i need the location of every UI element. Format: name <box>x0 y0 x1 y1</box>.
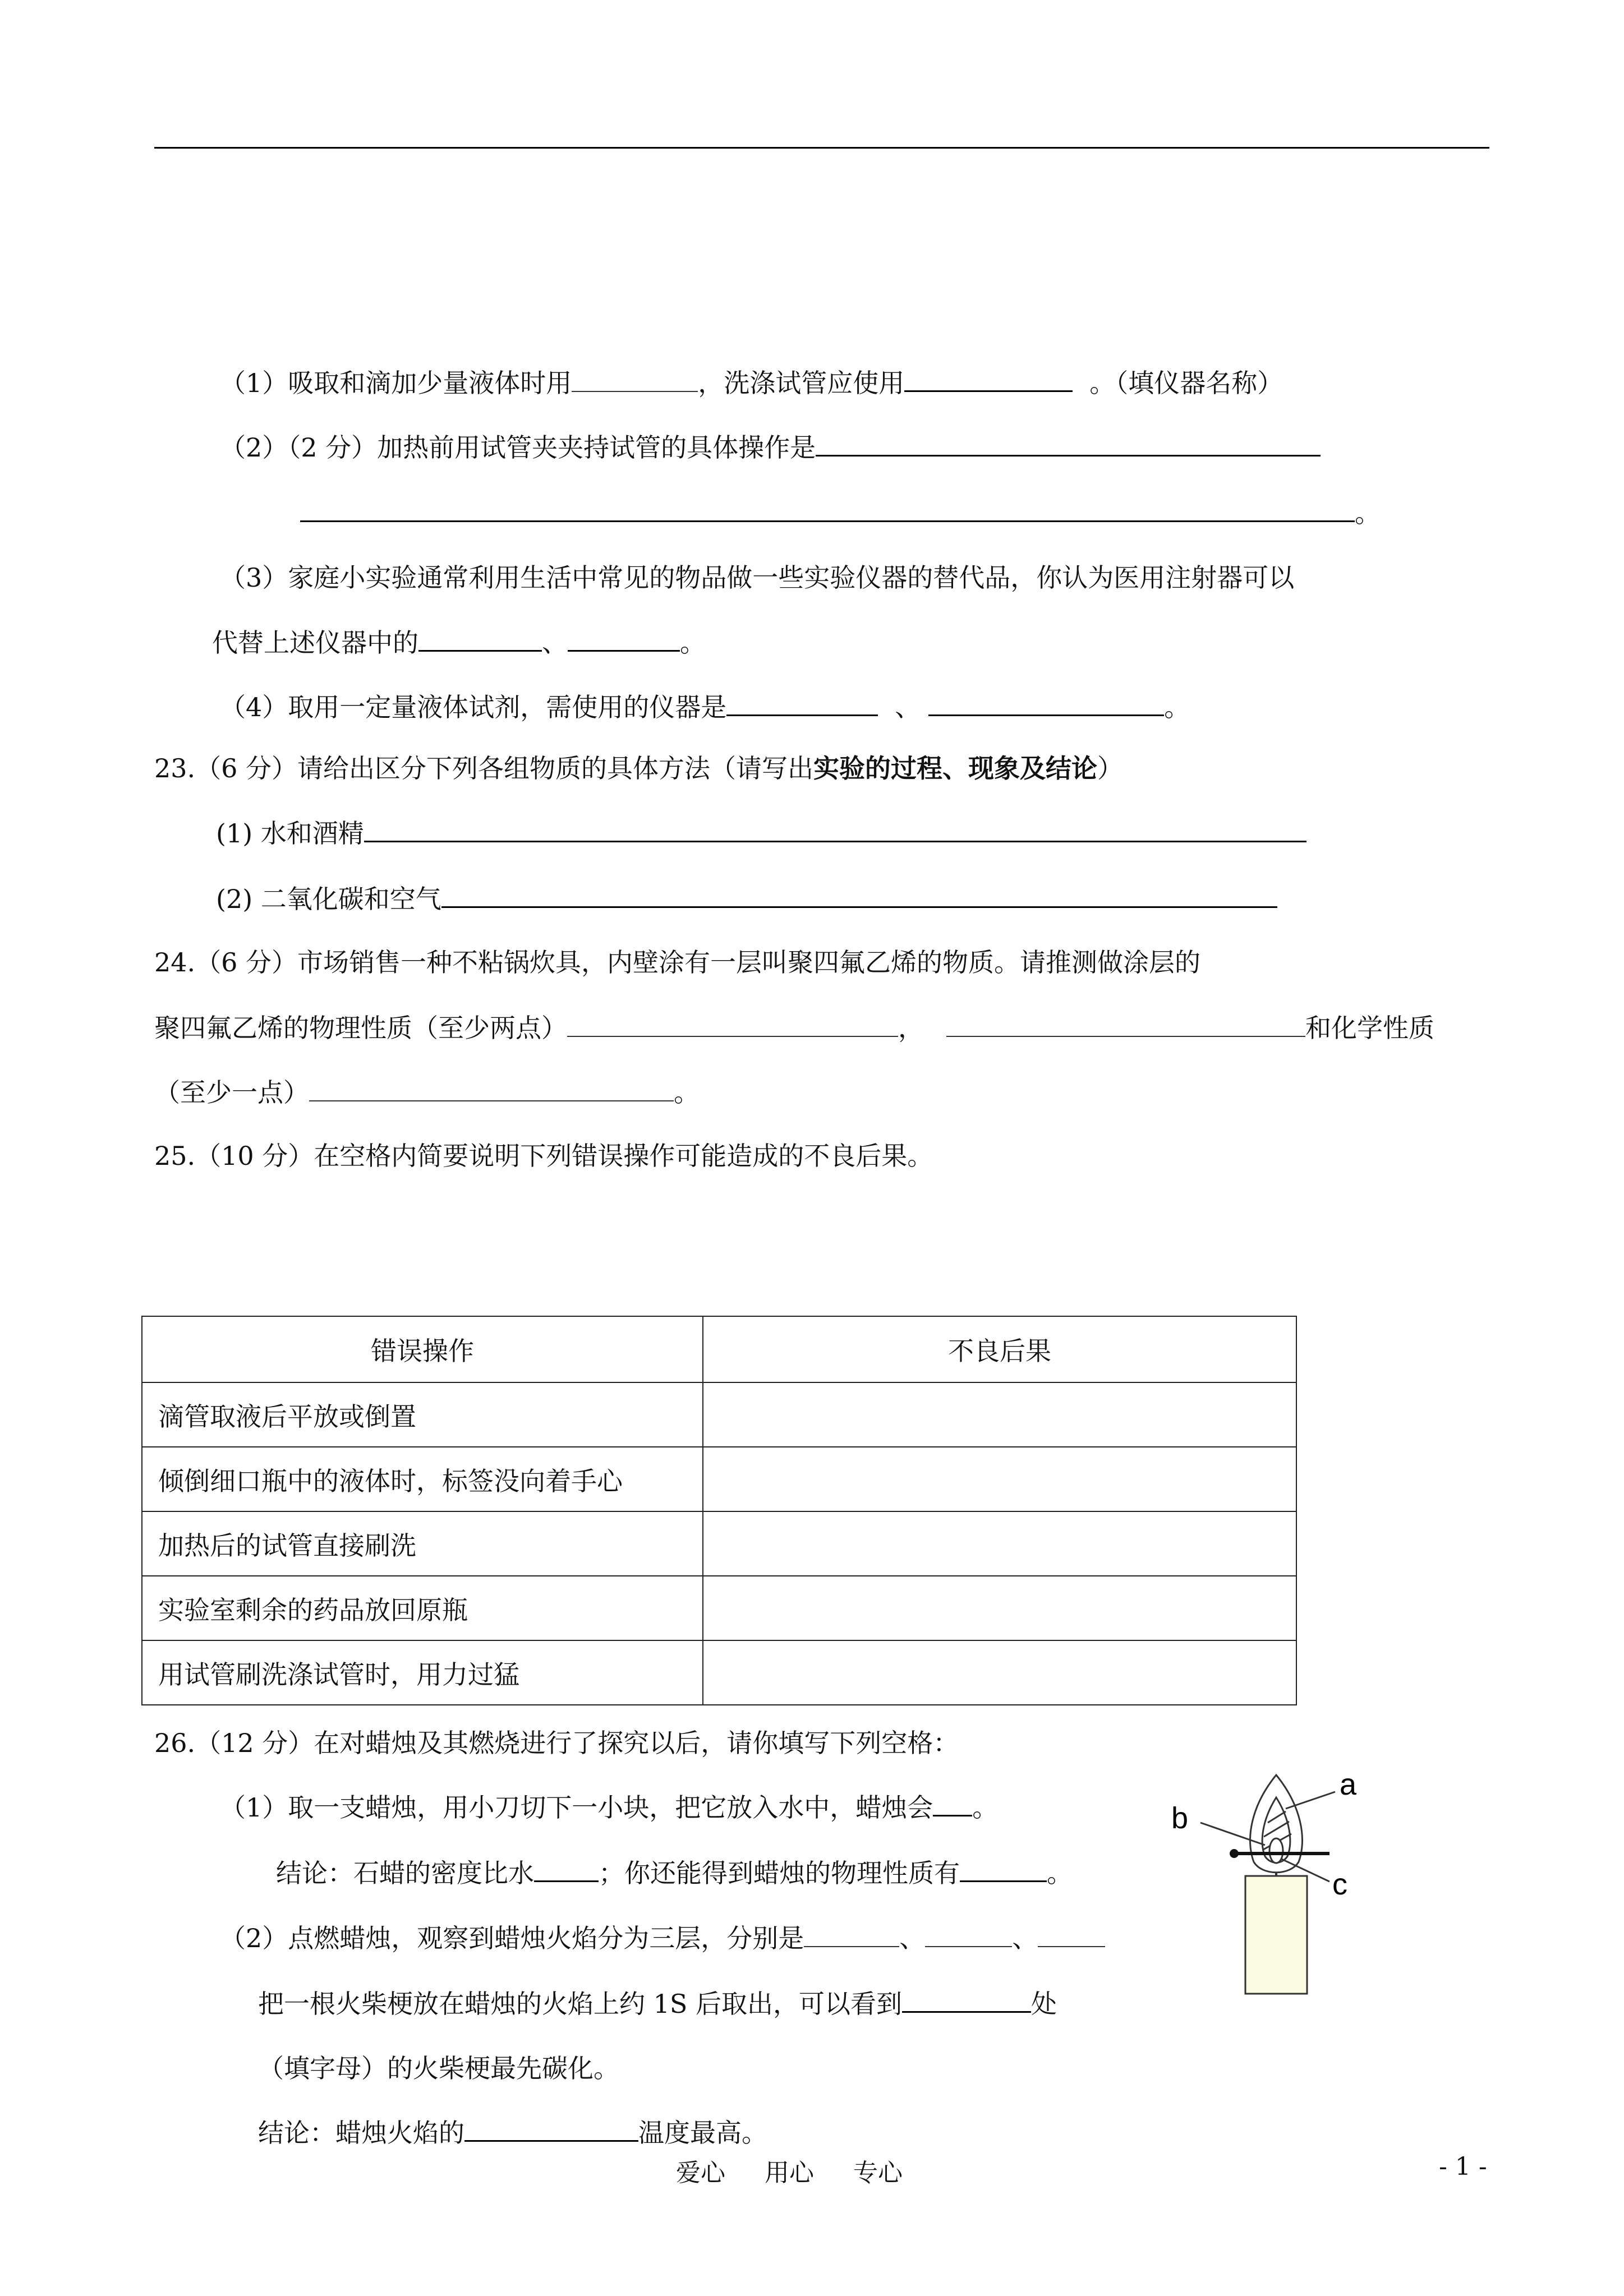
answer-blank[interactable] <box>928 692 1164 716</box>
flame-inner <box>1269 1838 1283 1863</box>
table-row <box>142 1382 1296 1447</box>
q26-conclusion1: 结论：石蜡的密度比水 ；你还能得到蜡烛的物理性质有 。 <box>276 1858 1073 1888</box>
table-cell: 实验室剩余的药品放回原瓶 <box>142 1576 703 1640</box>
candle-flame-figure <box>1161 1755 1369 1997</box>
label-a: a <box>1340 1768 1357 1801</box>
q23-heading: 23.（6 分）请给出区分下列各组物质的具体方法（请写出实验的过程、现象及结论） <box>154 753 1124 783</box>
table-row <box>142 1576 1296 1640</box>
q22-part2: （2）（2 分）加热前用试管夹夹持试管的具体操作是 <box>220 432 1321 463</box>
answer-blank[interactable] <box>300 498 1355 522</box>
page-number: - 1 - <box>1439 2152 1487 2181</box>
q26-heading: 26.（12 分）在对蜡烛及其燃烧进行了探究以后，请你填写下列空格： <box>154 1728 959 1758</box>
table-row <box>142 1511 1296 1576</box>
table-cell: 滴管取液后平放或倒置 <box>142 1382 703 1447</box>
table-cell: 加热后的试管直接刷洗 <box>142 1511 703 1576</box>
table-row <box>142 1447 1296 1511</box>
answer-blank[interactable] <box>534 1858 599 1882</box>
match-head <box>1230 1849 1239 1858</box>
answer-blank[interactable] <box>567 1013 898 1037</box>
answer-blank[interactable] <box>441 884 1277 908</box>
answer-blank[interactable] <box>364 818 1306 842</box>
q26-part2-line2: 把一根火柴梗放在蜡烛的火焰上约 1S 后取出，可以看到 处 <box>258 1989 1057 2019</box>
answer-cell[interactable] <box>703 1447 1296 1511</box>
q24-line1: 24.（6 分）市场销售一种不粘锅炊具，内壁涂有一层叫聚四氟乙烯的物质。请推测做涂层的 <box>154 947 1201 978</box>
table-cell: 倾倒细口瓶中的液体时，标签没向着手心 <box>142 1447 703 1511</box>
answer-blank[interactable] <box>946 1013 1305 1037</box>
answer-cell[interactable] <box>703 1382 1296 1447</box>
q22-part4: （4）取用一定量液体试剂，需使用的仪器是 、 。 <box>220 692 1190 722</box>
answer-blank[interactable] <box>572 368 698 392</box>
answer-blank[interactable] <box>1038 1924 1105 1947</box>
answer-blank[interactable] <box>418 628 542 652</box>
answer-blank[interactable] <box>925 1924 1012 1947</box>
candle-body <box>1245 1876 1307 1994</box>
q23-item1: (1) 水和酒精 <box>216 818 1306 849</box>
table-header: 不良后果 <box>703 1316 1296 1382</box>
answer-cell[interactable] <box>703 1576 1296 1640</box>
answer-blank[interactable] <box>960 1858 1047 1882</box>
q24-line2: 聚四氟乙烯的物理性质（至少两点） ， 和化学性质 <box>154 1013 1434 1043</box>
q22-part2-line2: 。 <box>300 497 1381 529</box>
q23-item2: (2) 二氧化碳和空气 <box>216 883 1277 915</box>
table-header-row <box>142 1316 1296 1382</box>
q26-conclusion2: 结论：蜡烛火焰的 温度最高。 <box>258 2118 767 2148</box>
answer-blank[interactable] <box>804 1924 899 1947</box>
answer-cell[interactable] <box>703 1640 1296 1705</box>
answer-blank[interactable] <box>904 368 1073 392</box>
answer-blank[interactable] <box>902 1989 1031 2013</box>
label-c: c <box>1332 1868 1347 1901</box>
q22-part3-line2: 代替上述仪器中的 、 。 <box>212 628 706 658</box>
footer-motto: 爱心 用心 专心 <box>676 2159 903 2187</box>
table-cell: 用试管刷洗涤试管时，用力过猛 <box>142 1640 703 1705</box>
q26-part2-line3: （填字母）的火柴梗最先碳化。 <box>258 2053 619 2083</box>
q22-part3: （3）家庭小实验通常利用生活中常见的物品做一些实验仪器的替代品，你认为医用注射器可以 <box>220 563 1295 593</box>
table-row <box>142 1640 1296 1705</box>
q22-part1: （1）吸取和滴加少量液体时用 ，洗涤试管应使用 。（填仪器名称） <box>220 368 1283 398</box>
error-operations-table <box>141 1316 1297 1705</box>
table-header: 错误操作 <box>142 1316 703 1382</box>
answer-blank[interactable] <box>309 1078 674 1101</box>
label-b: b <box>1171 1801 1189 1835</box>
q26-part2: （2）点燃蜡烛，观察到蜡烛火焰分为三层，分别是 、 、 <box>220 1922 1105 1954</box>
header-rule <box>154 147 1489 149</box>
answer-blank[interactable] <box>816 432 1321 457</box>
q24-line3: （至少一点） 。 <box>154 1077 700 1108</box>
answer-blank[interactable] <box>568 628 680 652</box>
q26-part1: （1）取一支蜡烛，用小刀切下一小块，把它放入水中，蜡烛会 。 <box>220 1792 999 1823</box>
answer-blank[interactable] <box>933 1792 972 1816</box>
answer-blank[interactable] <box>464 2118 638 2142</box>
answer-blank[interactable] <box>726 692 878 716</box>
answer-cell[interactable] <box>703 1511 1296 1576</box>
q25-heading: 25.（10 分）在空格内简要说明下列错误操作可能造成的不良后果。 <box>154 1141 933 1171</box>
